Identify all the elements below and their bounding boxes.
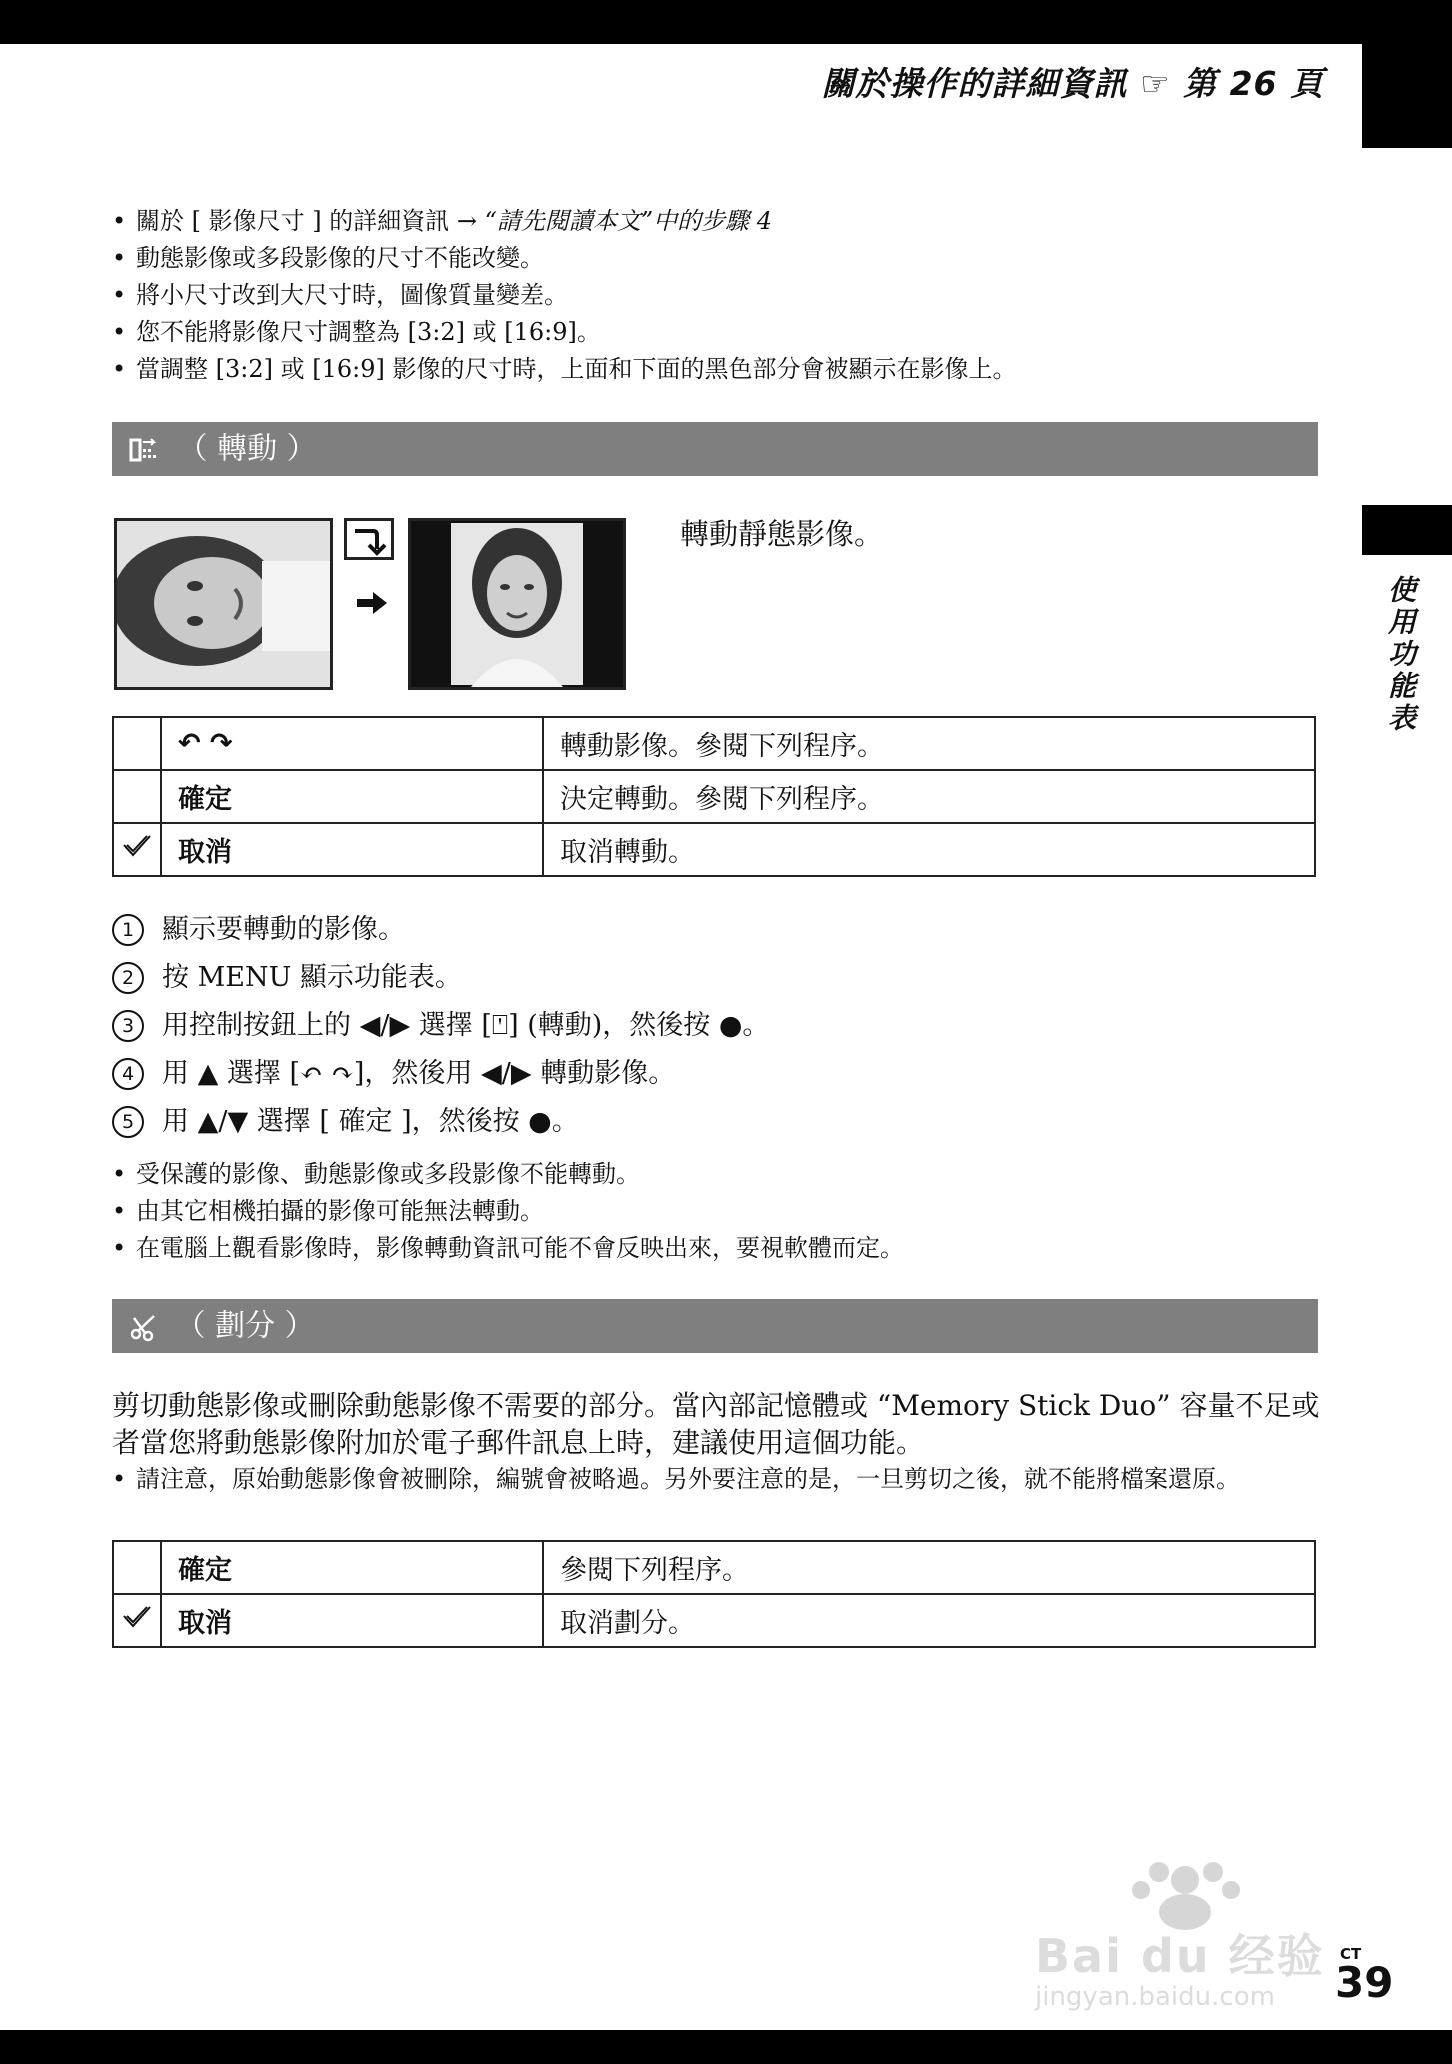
option-label: ↶ ↷ — [161, 717, 543, 770]
arrow-right-icon — [357, 592, 387, 614]
divide-paragraph: 剪切動態影像或刪除動態影像不需要的部分。當內部記憶體或 “Memory Stick Duo” 容量不足或者當您將動態影像附加於電子郵件訊息上時，建議使用這個功能。 — [112, 1389, 1320, 1459]
watermark-url: jingyan.baidu.com — [1035, 1982, 1275, 2012]
rotate-clockwise-icon — [344, 518, 394, 560]
option-label: 確定 — [161, 770, 543, 823]
list-item: • 由其它相機拍攝的影像可能無法轉動。 — [112, 1193, 1322, 1230]
default-check-icon — [122, 833, 152, 859]
list-item: • 您不能將影像尺寸調整為 [3:2] 或 [16:9]。 — [112, 314, 1322, 351]
divide-section-title: （ 劃分 ） — [112, 1299, 1318, 1353]
check-cell — [113, 770, 161, 823]
language-code: CT — [1340, 1945, 1362, 1963]
option-text: 取消劃分。 — [543, 1594, 1315, 1647]
step-number: 1 — [112, 914, 144, 946]
step-number: 2 — [112, 962, 144, 994]
option-label: 取消 — [161, 823, 543, 876]
option-text: 轉動影像。參閱下列程序。 — [543, 717, 1315, 770]
default-check-icon — [122, 1604, 152, 1630]
rotate-section-title: （ 轉動 ） — [112, 422, 1318, 476]
rotate-notes — [112, 1156, 1322, 1267]
watermark-brand: Bai du 经验 — [1035, 1929, 1325, 1983]
option-text: 取消轉動。 — [543, 823, 1315, 876]
step-item: 3 用控制按鈕上的 ◀/▶ 選擇 [⍞] (轉動)，然後按 ●。 — [112, 1002, 769, 1050]
list-item: • 關於 [ 影像尺寸 ] 的詳細資訊 → “請先閱讀本文”中的步驟 4 — [112, 203, 1322, 240]
page-header: 關於操作的詳細資訊 ☞ 第 26 頁 — [821, 64, 1324, 103]
table-row[interactable] — [113, 717, 1315, 770]
watermark — [1035, 1850, 1335, 2030]
option-label: 取消 — [161, 1594, 543, 1647]
rotate-icon — [128, 435, 158, 465]
table-row[interactable] — [113, 770, 1315, 823]
option-label: 確定 — [161, 1541, 543, 1594]
step-number: 5 — [112, 1106, 144, 1138]
check-cell — [113, 823, 161, 876]
rotated-photo-after — [408, 518, 626, 690]
list-item: • 將小尺寸改到大尺寸時，圖像質量變差。 — [112, 277, 1322, 314]
step-item: 1 顯示要轉動的影像。 — [112, 906, 769, 954]
list-item: • 當調整 [3:2] 或 [16:9] 影像的尺寸時，上面和下面的黑色部分會被顯示在影像上。 — [112, 351, 1322, 388]
step-number: 4 — [112, 1058, 144, 1090]
check-cell — [113, 1541, 161, 1594]
option-text: 參閱下列程序。 — [543, 1541, 1315, 1594]
side-tab-block — [1362, 505, 1452, 555]
list-item: • 受保護的影像、動態影像或多段影像不能轉動。 — [112, 1156, 1322, 1193]
scissors-icon — [128, 1312, 158, 1342]
check-cell — [113, 717, 161, 770]
top-notes — [112, 203, 1322, 388]
list-item: • 動態影像或多段影像的尺寸不能改變。 — [112, 240, 1322, 277]
divide-notes — [112, 1464, 1322, 1494]
step-item: 5 用 ▲/▼ 選擇 [ 確定 ]，然後按 ●。 — [112, 1098, 769, 1146]
step-item: 4 用 ▲ 選擇 [↶ ↷]，然後用 ◀/▶ 轉動影像。 — [112, 1050, 769, 1098]
top-bar — [0, 0, 1452, 44]
table-row[interactable] — [113, 1541, 1315, 1594]
list-item: • 請注意，原始動態影像會被刪除，編號會被略過。另外要注意的是，一旦剪切之後，就不能將檔案還原。 — [112, 1464, 1322, 1494]
bottom-bar — [0, 2030, 1452, 2064]
table-row[interactable] — [113, 1594, 1315, 1647]
rotated-photo-before — [114, 518, 333, 690]
rotate-description: 轉動靜態影像。 — [680, 517, 884, 551]
step-item: 2 按 MENU 顯示功能表。 — [112, 954, 769, 1002]
option-text: 決定轉動。參閱下列程序。 — [543, 770, 1315, 823]
side-tab-label: 使用功能表 — [1384, 575, 1417, 735]
page-number: 39 — [1335, 1958, 1394, 2007]
check-cell — [113, 1594, 161, 1647]
corner-tab-block — [1362, 44, 1452, 148]
rotate-options-table — [112, 716, 1316, 877]
table-row[interactable] — [113, 823, 1315, 876]
list-item: • 在電腦上觀看影像時，影像轉動資訊可能不會反映出來，要視軟體而定。 — [112, 1230, 1322, 1267]
divide-options-table — [112, 1540, 1316, 1648]
step-number: 3 — [112, 1010, 144, 1042]
rotate-steps — [112, 906, 769, 1146]
